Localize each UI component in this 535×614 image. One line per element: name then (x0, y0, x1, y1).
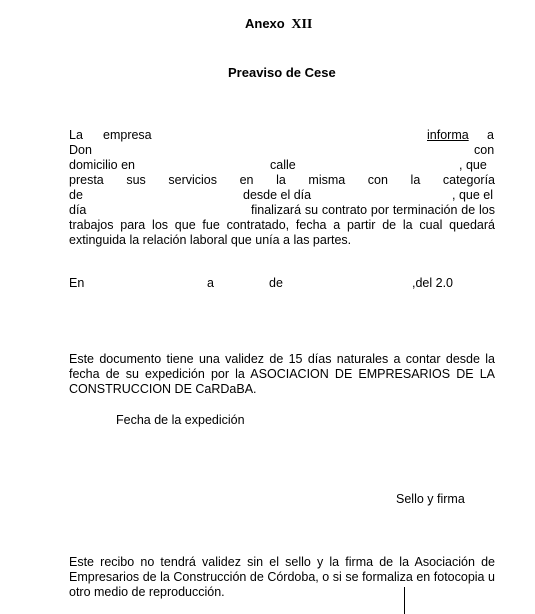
letter-que-el: , que el (452, 188, 494, 202)
letter-word-empresa: empresa (103, 128, 152, 142)
letter-word-don: Don (69, 143, 92, 157)
letter-word-con: con (474, 143, 495, 157)
footer-line-2: Empresarios de la Construcción de Córdoba, o si se formaliza en fotocopia u (69, 570, 495, 584)
letter-word-la: La (69, 128, 83, 142)
letter-dia: día (69, 203, 87, 217)
letter-finalizara: finalizará su contrato por terminación de los (251, 203, 495, 217)
vertical-rule (404, 587, 405, 614)
footer-line-1: Este recibo no tendrá validez sin el sello y la firma de la Asociación de (69, 555, 495, 569)
letter-word-a: a (487, 128, 494, 142)
place-en: En (69, 276, 85, 290)
stamp-signature-label: Sello y firma (396, 492, 465, 506)
place-a: a (207, 276, 214, 290)
letter-line-categoria: presta sus servicios en la misma con la categoría (69, 173, 495, 187)
letter-calle: calle (270, 158, 296, 172)
issue-date-label: Fecha de la expedición (116, 413, 245, 427)
annex-heading (245, 16, 312, 32)
place-year: ,del 2.0 (412, 276, 454, 290)
document-title: Preaviso de Cese (228, 65, 336, 80)
annex-number: XII (291, 17, 313, 32)
letter-desde: desde el día (243, 188, 312, 202)
validity-line-2: fecha de su expedición por la ASOCIACION DE EMPRESARIOS DE LA (69, 367, 495, 381)
place-de: de (269, 276, 283, 290)
footer-line-3: otro medio de reproducción. (69, 585, 225, 599)
annex-label: Anexo (245, 16, 285, 31)
letter-line-trabajos: trabajos para los que fue contratado, fecha a partir de la cual quedará (69, 218, 495, 232)
letter-domicilio: domicilio en (69, 158, 136, 172)
letter-de: de (69, 188, 83, 202)
letter-line-extinguida: extinguida la relación laboral que unía a las partes. (69, 233, 352, 247)
validity-line-1: Este documento tiene una validez de 15 días naturales a contar desde la (69, 352, 495, 366)
letter-que: , que (459, 158, 487, 172)
letter-word-informa: informa (427, 128, 469, 142)
validity-line-3: CONSTRUCCION DE CaRDaBA. (69, 382, 257, 396)
